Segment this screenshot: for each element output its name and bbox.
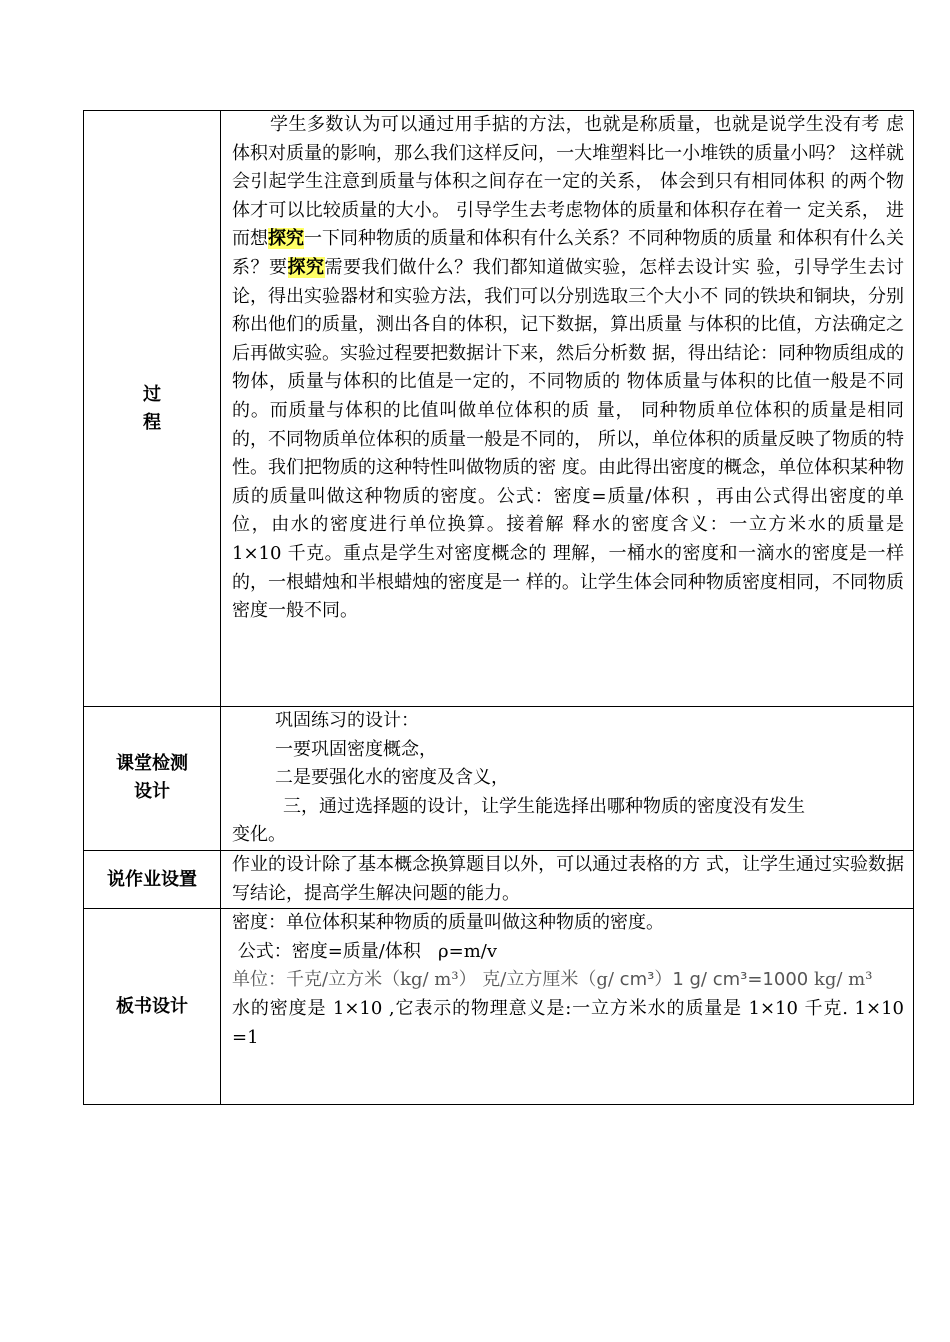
table-row <box>84 111 914 707</box>
check-content <box>221 707 914 851</box>
lesson-plan-table <box>83 110 914 1105</box>
table-row <box>84 850 914 908</box>
text-run: 需要我们做什么？我们都知道做实验，怎样去设计实 验，引导学生去讨论，得出实验器材和实验方法，我们可以分别选取三个大小不 同的铁块和铜块，分别称出他们的质量，测出各自的体积，记下数据，算出质量 与体积的比值，方法确定之后再做实验。实验过程要把数据计下来，然后分析数 据，得出结论：同种物质组成的物体，质量与体积的比值是一定的，不同物质的 物体质量与体积的比值一般是不同的。而质量与体积的比值叫做单位体积的质 量， 同种物质单位体积的质量是相同的，不同物质单位体积的质量一般是不同的， 所以，单位体积的质量反映了物质的特性。我们把物质的这种特性叫做物质的密 度。由此得出密度的概念，单位体积某种物质的质量叫做这种物质的密度。公式：密度=质量/体积 ，再由公式得出密度的单位，由水的密度进行单位换算。接着解 释水的密度含义：一立方米水的质量是 1×10 千克。重点是学生对密度概念的 理解，一桶水的密度和一滴水的密度是一样的，一根蜡烛和半根蜡烛的密度是一 样的。让学生体会同种物质密度相同，不同物质密度一般不同。 <box>232 256 905 622</box>
check-line: 二是要强化水的密度及含义， <box>275 767 509 789</box>
board-line: 水的密度是 1×10 ,它表示的物理意义是:一立方米水的质量是 1×10 千克. 1×10 =1 <box>232 997 904 1048</box>
homework-paragraph: 作业的设计除了基本概念换算题目以外，可以通过表格的方 式，让学生通过实验数据写结论，提高学生解决问题的能力。 <box>232 853 904 904</box>
text-run: 一下同种物质的质量和体积有什么关系？不同种物质的质量 和体积有什么关系？要 <box>232 228 905 278</box>
text-run: cm³）1 g/ cm³=1000 <box>619 969 814 991</box>
label-line: 程 <box>143 411 161 433</box>
check-line: 一要巩固密度概念， <box>275 738 437 760</box>
highlighted-term: 探究 <box>287 256 325 278</box>
row-label-process <box>84 111 221 707</box>
check-line: 三，通过选择题的设计，让学生能选择出哪种物质的密度没有发生 <box>283 795 805 817</box>
text-run: 学生多数认为可以通过用手掂的方法，也就是称质量，也就是说学生没有考 虑体积对质量的影响，那么我们这样反问，一大堆塑料比一小堆铁的质量小吗？ 这样就会引起学生注意到质量与体积之间存在一定的关系， 体会到只有相同体积 的两个物体才可以比较质量的大小。 引导学生去考虑物体的质量和体积存在着一 定关系， 进而想 <box>232 114 904 250</box>
text-run: kg/ m³ <box>813 969 873 991</box>
label-line: 过 <box>143 383 161 405</box>
row-label-check <box>84 707 221 851</box>
process-content <box>221 111 914 707</box>
board-content <box>221 909 914 1105</box>
text-run: 单位：千克/立方米（kg/ m³） 克/立方厘米（g/ <box>232 969 620 991</box>
row-label-homework: 说作业设置 <box>84 850 221 908</box>
highlighted-term: 探究 <box>268 228 305 250</box>
table-row <box>84 909 914 1105</box>
check-line: 巩固练习的设计： <box>275 710 419 731</box>
process-paragraph <box>232 111 904 626</box>
check-line: 变化。 <box>232 824 286 846</box>
homework-content <box>221 850 914 908</box>
label-line: 设计 <box>134 781 170 803</box>
board-line: 公式：密度=质量/体积 ρ=m/v <box>232 940 497 962</box>
board-units-line <box>232 966 904 995</box>
table-row <box>84 707 914 851</box>
row-label-board: 板书设计 <box>84 909 221 1105</box>
board-line: 密度：单位体积某种物质的质量叫做这种物质的密度。 <box>232 912 664 934</box>
label-line: 课堂检测 <box>116 753 188 775</box>
